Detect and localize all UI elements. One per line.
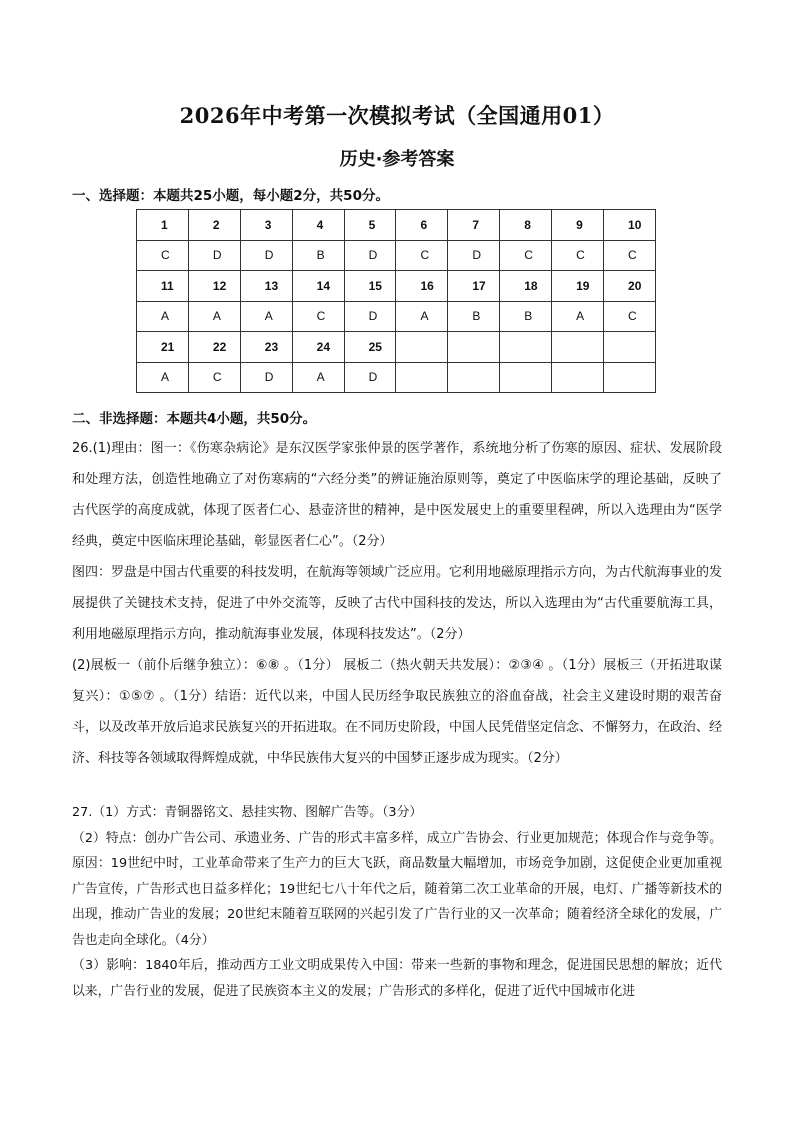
question-number-cell [448, 332, 500, 363]
answer-letter-cell: A [188, 301, 240, 332]
page-subtitle: 历史·参考答案 [339, 149, 455, 170]
answer-letter-cell: C [604, 301, 656, 332]
question-number-cell [396, 332, 448, 363]
answer-letter-cell: B [500, 301, 552, 332]
question-number-cell: 7 [448, 210, 500, 241]
answer-letter-cell: A [240, 301, 292, 332]
question-number-cell: 24 [292, 332, 344, 363]
answer-letter-cell: A [292, 362, 344, 393]
question-number-cell: 16 [396, 271, 448, 302]
question-27-answer [72, 800, 722, 1004]
answer-letter-cell: C [137, 240, 189, 271]
q26-paragraph-3: (2)展板一（前仆后继争独立）：⑥⑧ 。（1分） 展板二（热火朝天共发展）：②③④ 。（1分）展板三（开拓进取谋复兴）：①⑤⑦ 。（1分）结语：近代以来，中国人民历经争取民族独立的浴血奋战，社会主义建设时期的艰苦奋斗，以及改革开放后追求民族复兴的开拓进取。在不同历史阶段，中国人民凭借坚定信念、不懈努力，在政治、经济、科技等各领域取得辉煌成就，中华民族伟大复兴的中国梦正逐步成为现实。（2分） [72, 658, 723, 766]
question-number-cell: 13 [240, 271, 292, 302]
page-title: 2026年中考第一次模拟考试（全国通用01） [179, 103, 615, 128]
answer-letter-cell: A [552, 301, 604, 332]
question-number-cell: 14 [292, 271, 344, 302]
question-number-cell: 18 [500, 271, 552, 302]
question-number-cell: 12 [188, 271, 240, 302]
q26-paragraph-1: 26.(1)理由：图一：《伤寒杂病论》是东汉医学家张仲景的医学著作，系统地分析了伤寒的原因、症状、发展阶段和处理方法，创造性地确立了对伤寒病的“六经分类”的辨证施治原则等，奠定了中医临床学的理论基础，反映了古代医学的高度成就，体现了医者仁心、悬壶济世的精神，是中医发展史上的重要里程碑，所以入选理由为“医学经典，奠定中医临床理论基础，彰显医者仁心”。（2分） [72, 441, 722, 549]
answer-letter-cell: D [344, 362, 396, 393]
question-number-cell: 2 [188, 210, 240, 241]
question-26-answer [72, 433, 722, 774]
question-number-row [137, 210, 656, 241]
q27-paragraph-2: （2）特点：创办广告公司、承遗业务、广告的形式丰富多样，成立广告协会、行业更加规范；体现合作与竞争等。原因：19世纪中时，工业革命带来了生产力的巨大飞跃，商品数量大幅增加，市场竞争加剧，这促使企业更加重视广告宣传，广告形式也日益多样化；19世纪七八十年代之后，随着第二次工业革命的开展，电灯、广播等新技术的出现，推动广告业的发展；20世纪末随着互联网的兴起引发了广告行业的又一次革命；随着经济全球化的发展，广告也走向全球化。（4分） [72, 830, 722, 948]
answer-letter-cell [604, 362, 656, 393]
question-number-cell: 4 [292, 210, 344, 241]
question-number-cell: 9 [552, 210, 604, 241]
question-number-cell [552, 332, 604, 363]
answer-letter-cell: A [137, 362, 189, 393]
question-number-cell: 3 [240, 210, 292, 241]
answer-table [136, 209, 656, 393]
answer-letter-cell: D [344, 301, 396, 332]
question-number-cell: 1 [137, 210, 189, 241]
answer-letter-cell: C [500, 240, 552, 271]
question-number-cell: 6 [396, 210, 448, 241]
answer-letter-cell: A [396, 301, 448, 332]
answer-letter-cell [500, 362, 552, 393]
question-number-cell: 11 [137, 271, 189, 302]
answer-letter-row [137, 362, 656, 393]
question-number-cell: 19 [552, 271, 604, 302]
answer-letter-cell: A [137, 301, 189, 332]
answer-letter-cell: D [240, 362, 292, 393]
question-number-cell [500, 332, 552, 363]
answer-letter-cell: C [396, 240, 448, 271]
question-number-cell: 21 [137, 332, 189, 363]
question-number-cell: 17 [448, 271, 500, 302]
answer-letter-cell: D [448, 240, 500, 271]
answer-letter-cell [552, 362, 604, 393]
answer-letter-cell: B [448, 301, 500, 332]
answer-letter-cell: D [344, 240, 396, 271]
answer-letter-row [137, 301, 656, 332]
section-non-choice-heading: 二、非选择题：本题共4小题，共50分。 [72, 411, 317, 427]
q27-paragraph-1: 27.（1）方式：青铜器铭文、悬挂实物、图解广告等。（3分） [72, 805, 423, 820]
question-number-row [137, 271, 656, 302]
q27-paragraph-3: （3）影响：1840年后，推动西方工业文明成果传入中国：带来一些新的事物和理念，促进国民思想的解放；近代以来，广告行业的发展，促进了民族资本主义的发展；广告形式的多样化，促进了近代中国城市化进 [72, 958, 722, 999]
section-multiple-choice-heading: 一、选择题：本题共25小题，每小题2分，共50分。 [72, 188, 389, 204]
question-number-cell: 22 [188, 332, 240, 363]
answer-letter-cell: D [188, 240, 240, 271]
question-number-row [137, 332, 656, 363]
answer-letter-cell [448, 362, 500, 393]
answer-letter-cell [396, 362, 448, 393]
question-number-cell: 10 [604, 210, 656, 241]
question-number-cell: 25 [344, 332, 396, 363]
q26-paragraph-2: 图四：罗盘是中国古代重要的科技发明，在航海等领域广泛应用。它利用地磁原理指示方向，为古代航海事业的发展提供了关键技术支持，促进了中外交流等，反映了古代中国科技的发达，所以入选理由为“古代重要航海工具，利用地磁原理指示方向，推动航海事业发展，体现科技发达”。（2分） [72, 565, 723, 642]
answer-letter-cell: D [240, 240, 292, 271]
question-number-cell: 20 [604, 271, 656, 302]
question-number-cell: 23 [240, 332, 292, 363]
question-number-cell: 15 [344, 271, 396, 302]
answer-letter-cell: C [292, 301, 344, 332]
answer-letter-cell: C [188, 362, 240, 393]
answer-letter-cell: C [552, 240, 604, 271]
question-number-cell: 5 [344, 210, 396, 241]
answer-letter-row [137, 240, 656, 271]
answer-letter-cell: C [604, 240, 656, 271]
answer-letter-cell: B [292, 240, 344, 271]
question-number-cell [604, 332, 656, 363]
question-number-cell: 8 [500, 210, 552, 241]
